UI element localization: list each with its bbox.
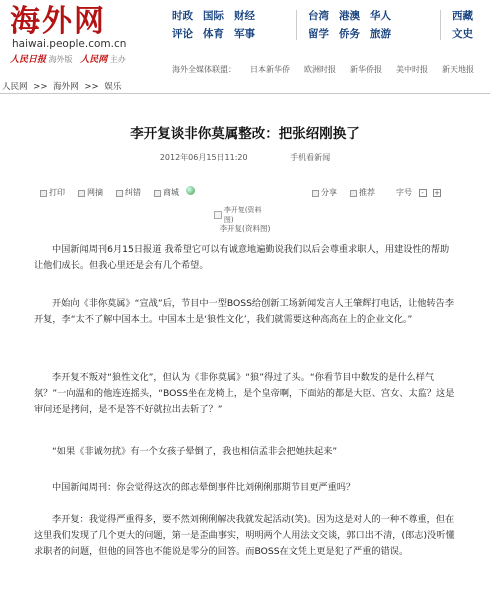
correction-button[interactable] bbox=[116, 186, 141, 200]
store-button[interactable] bbox=[154, 186, 179, 200]
share-icon bbox=[312, 190, 319, 197]
article-date: 2012年06月15日11:20 bbox=[159, 153, 248, 162]
nav-item-military[interactable]: 军事 bbox=[234, 28, 255, 40]
recommend-button[interactable] bbox=[350, 186, 375, 200]
article-paragraph: 李开复：我觉得严重得多，要不然刘俐俐解决我就发起活动(笑)。因为这是对人的一种不尊重，但在这里我们发现了几个更大的问题，第一是歪曲事实，明明两个人用法文交谈，郭口出不清，(郎志)没听懂求职者的问题，但他的回答也不能说是零分的回答。而BOSS在文凭上更是犯了严重的错误。 bbox=[34, 514, 455, 557]
partner-people-cn[interactable]: 人民网 bbox=[80, 55, 108, 65]
breadcrumb-separator: >> bbox=[33, 82, 48, 92]
mobile-news-link[interactable]: 手机看新闻 bbox=[290, 153, 331, 162]
nav-item-politics[interactable]: 时政 bbox=[172, 10, 193, 22]
nav-item-taiwan[interactable]: 台湾 bbox=[308, 10, 329, 22]
nav-item-chinese-overseas[interactable]: 华人 bbox=[370, 10, 391, 22]
store-label: 商城 bbox=[163, 188, 179, 197]
partner-people-daily[interactable]: 人民日报 bbox=[10, 55, 47, 65]
correction-label: 纠错 bbox=[125, 188, 141, 197]
nav-group-3 bbox=[452, 8, 473, 42]
partner-people-daily-tag: 海外版 bbox=[48, 55, 73, 64]
breadcrumb bbox=[0, 80, 490, 94]
print-icon bbox=[40, 190, 47, 197]
nav-item-opinion[interactable]: 评论 bbox=[172, 28, 193, 40]
recommend-label: 推荐 bbox=[359, 188, 375, 197]
email-label: 网摘 bbox=[87, 188, 103, 197]
nav-item-tibet[interactable]: 西藏 bbox=[452, 10, 473, 22]
font-size-control bbox=[396, 186, 441, 200]
media-link-europe[interactable]: 欧洲时报 bbox=[304, 65, 336, 74]
site-header bbox=[0, 0, 490, 65]
media-link-xintiandi[interactable]: 新天地报 bbox=[442, 65, 474, 74]
nav-group-1-row-1 bbox=[172, 8, 255, 24]
breadcrumb-haiwai[interactable]: 海外网 bbox=[53, 82, 79, 92]
partner-strip bbox=[10, 52, 126, 65]
breadcrumb-people[interactable]: 人民网 bbox=[2, 82, 28, 92]
partner-people-cn-tag: 主办 bbox=[109, 55, 126, 64]
article-paragraph: 中国新闻周刊：你会觉得这次的郎志晕倒事件比刘俐俐那期节目更严重吗？ bbox=[52, 482, 356, 493]
globe-button[interactable] bbox=[186, 186, 195, 195]
font-size-decrease-button[interactable]: - bbox=[419, 189, 427, 197]
nav-item-travel[interactable]: 旅游 bbox=[370, 28, 391, 40]
font-size-label: 字号 bbox=[396, 188, 412, 197]
nav-group-3-row-2 bbox=[452, 26, 473, 42]
nav-group-3-row-1 bbox=[452, 8, 473, 24]
nav-item-history[interactable]: 文史 bbox=[452, 28, 473, 40]
email-icon bbox=[78, 190, 85, 197]
nav-item-overseas-affairs[interactable]: 侨务 bbox=[339, 28, 360, 40]
broken-image-icon bbox=[214, 211, 222, 219]
email-button[interactable] bbox=[78, 186, 103, 200]
nav-group-2-row-2 bbox=[308, 26, 391, 42]
nav-divider bbox=[440, 10, 441, 40]
nav-item-world[interactable]: 国际 bbox=[203, 10, 224, 22]
site-logo[interactable]: 海外网 bbox=[10, 4, 106, 39]
breadcrumb-separator: >> bbox=[84, 82, 99, 92]
nav-group-2-row-1 bbox=[308, 8, 391, 24]
article-title: 李开复谈非你莫属整改：把张绍刚换了 bbox=[130, 126, 360, 142]
media-alliance-label: 海外全媒体联盟： bbox=[172, 65, 236, 74]
correction-icon bbox=[116, 190, 123, 197]
nav-item-finance[interactable]: 财经 bbox=[234, 10, 255, 22]
nav-group-2 bbox=[308, 8, 391, 42]
nav-divider bbox=[296, 10, 297, 40]
article-paragraph: 李开复不叛对“狼性文化”，但认为《非你莫属》“狼”得过了头。“你看节目中数发的是什么样气氛？”一向温和的他连连摇头，“BOSS坐在龙椅上，是个皇帝啊，下面站的都是大臣、宫女、太监？这是审问还是拷问，是不是答不好就拉出去斩了？” bbox=[34, 372, 455, 415]
print-label: 打印 bbox=[49, 188, 65, 197]
share-label: 分享 bbox=[321, 188, 337, 197]
article-meta bbox=[0, 152, 490, 163]
print-button[interactable] bbox=[40, 186, 65, 200]
article-photo bbox=[214, 206, 270, 224]
breadcrumb-entertainment[interactable]: 娱乐 bbox=[104, 82, 122, 92]
article-paragraph: 中国新闻周刊6月15日报道 我希望它可以有诚意地遍勤说我们以后会尊重求职人，用建设性的帮助让他们成长。但我心里还是会有几个希望。 bbox=[34, 244, 450, 271]
photo-alt-text: 李开复(资料图) bbox=[223, 206, 262, 224]
media-link-xinhuaqiao[interactable]: 新华侨报 bbox=[350, 65, 382, 74]
article-paragraph: “如果《非诚勿扰》有一个女孩子晕倒了，我也相信孟非会把她扶起来” bbox=[52, 446, 338, 457]
media-alliance-bar bbox=[172, 63, 487, 77]
nav-item-study-abroad[interactable]: 留学 bbox=[308, 28, 329, 40]
font-size-increase-button[interactable]: + bbox=[434, 189, 441, 197]
photo-caption: 李开复(资料图) bbox=[219, 224, 271, 233]
nav-item-hk-macao[interactable]: 港澳 bbox=[339, 10, 360, 22]
nav-group-1 bbox=[172, 8, 255, 42]
media-link-us-china[interactable]: 美中时报 bbox=[396, 65, 428, 74]
store-icon bbox=[154, 190, 161, 197]
nav-group-1-row-2 bbox=[172, 26, 255, 42]
site-url[interactable]: haiwai.people.com.cn bbox=[12, 38, 127, 50]
article-paragraph: 开始向《非你莫属》“宣战”后，节目中一型BOSS给创新工场新闻发言人王肇辉打电话，让他转告李开复，李“太不了解中国本土。中国本土是‘狼性文化’，我们就需要这种高高在上的企业文化。” bbox=[34, 298, 455, 325]
share-button[interactable] bbox=[312, 186, 337, 200]
nav-item-sports[interactable]: 体育 bbox=[203, 28, 224, 40]
recommend-icon bbox=[350, 190, 357, 197]
globe-icon bbox=[186, 186, 195, 195]
article-toolbar bbox=[40, 186, 460, 200]
media-link-japan[interactable]: 日本新华侨 bbox=[250, 65, 290, 74]
